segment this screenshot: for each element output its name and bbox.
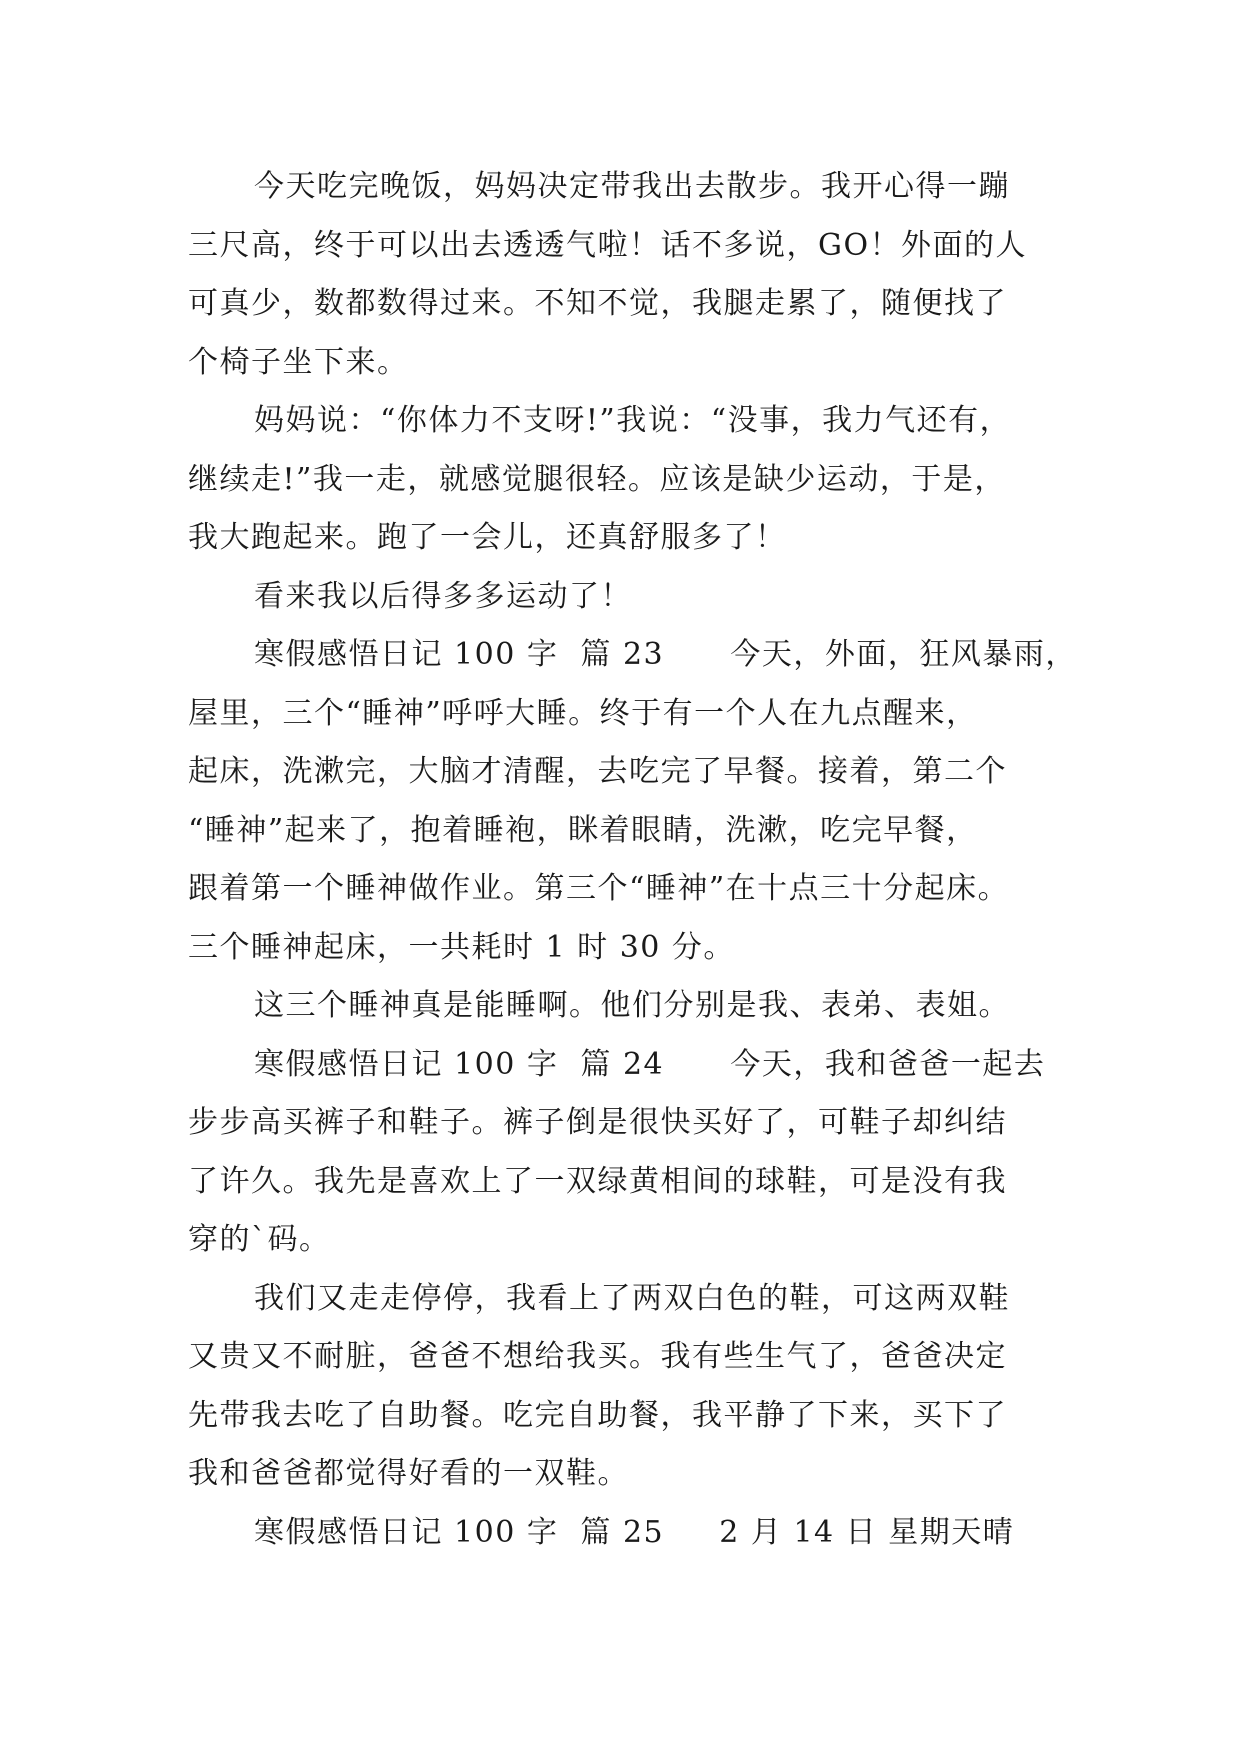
text-line: 我大跑起来。跑了一会儿，还真舒服多了！ — [188, 520, 787, 555]
text-line: 了许久。我先是喜欢上了一双绿黄相间的球鞋，可是没有我 — [188, 1163, 1007, 1199]
text-line: 我和爸爸都觉得好看的一双鞋。 — [188, 1456, 629, 1491]
text-line: 步步高买裤子和鞋子。裤子倒是很快买好了，可鞋子却纠结 — [188, 1105, 1007, 1140]
text-line: 穿的`码。 — [188, 1222, 331, 1257]
text-line: 三尺高，终于可以出去透透气啦！话不多说，GO！外面的人 — [188, 227, 1028, 263]
text-line: 个椅子坐下来。 — [188, 344, 409, 380]
text-line: 跟着第一个睡神做作业。第三个“睡神”在十点三十分起床。 — [188, 871, 1010, 906]
text-line: 起床，洗漱完，大脑才清醒，去吃完了早餐。接着，第二个 — [188, 754, 1007, 789]
text-line: 看来我以后得多多运动了！ — [254, 578, 632, 614]
text-line: 先带我去吃了自助餐。吃完自助餐，我平静了下来，买下了 — [188, 1397, 1007, 1433]
text-line: 又贵又不耐脏，爸爸不想给我买。我有些生气了，爸爸决定 — [188, 1339, 1007, 1374]
entry-heading-line: 寒假感悟日记 100 字 篇 23 今天，外面，狂风暴雨， — [254, 637, 1077, 672]
document-body — [188, 158, 1077, 1562]
text-line: 这三个睡神真是能睡啊。他们分别是我、表弟、表姐。 — [254, 988, 1010, 1023]
text-line: 继续走!”我一走，就感觉腿很轻。应该是缺少运动，于是， — [188, 461, 1006, 497]
text-line: 妈妈说：“你体力不支呀!”我说：“没事，我力气还有， — [254, 403, 1012, 438]
text-line: 可真少，数都数得过来。不知不觉，我腿走累了，随便找了 — [188, 286, 1007, 321]
text-line: 屋里，三个“睡神”呼呼大睡。终于有一个人在九点醒来， — [188, 695, 978, 731]
text-line: “睡神”起来了，抱着睡袍，眯着眼睛，洗漱，吃完早餐， — [188, 812, 978, 848]
text-line: 我们又走走停停，我看上了两双白色的鞋，可这两双鞋 — [254, 1280, 1010, 1316]
text-line: 三个睡神起床，一共耗时 1 时 30 分。 — [188, 929, 735, 965]
entry-heading-line: 寒假感悟日记 100 字 篇 24 今天，我和爸爸一起去 — [254, 1046, 1046, 1082]
entry-heading-line: 寒假感悟日记 100 字 篇 25 2 月 14 日 星期天晴 — [254, 1514, 1015, 1550]
text-line: 今天吃完晚饭，妈妈决定带我出去散步。我开心得一蹦 — [254, 169, 1010, 204]
